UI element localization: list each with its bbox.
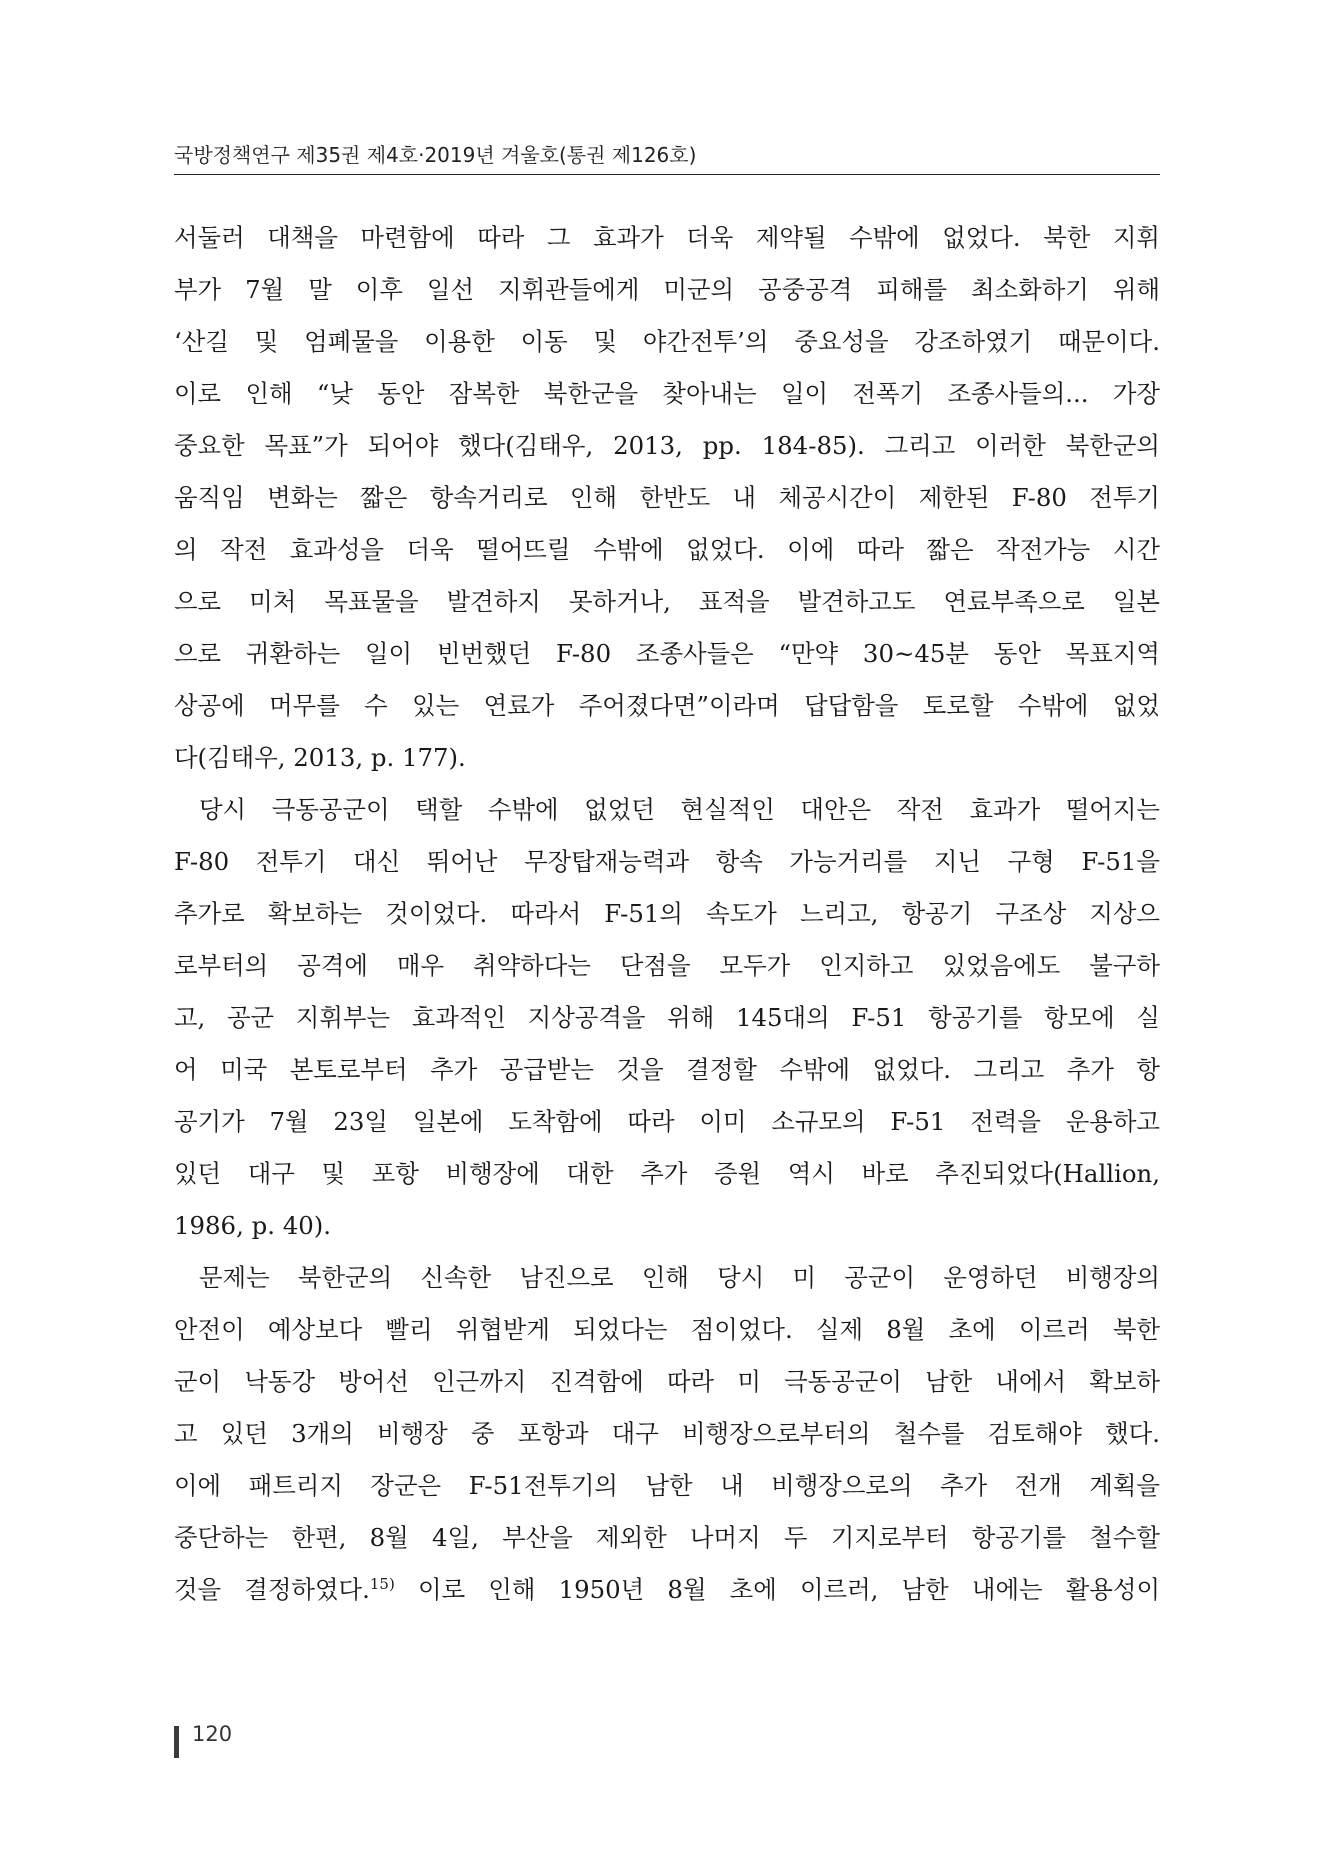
running-title: 국방정책연구 제35권 제4호·2019년 겨울호(통권 제126호) — [174, 143, 697, 167]
text-line: 추가로 확보하는 것이었다. 따라서 F-51의 속도가 느리고, 항공기 구조상 지상으 — [174, 899, 1160, 928]
running-header — [174, 134, 1160, 175]
text-line: 중단하는 한편, 8월 4일, 부산을 제외한 나머지 두 기지로부터 항공기를 철수할 — [174, 1523, 1160, 1552]
text-line: ‘산길 및 엄폐물을 이용한 이동 및 야간전투’의 중요성을 강조하였기 때문이다. — [174, 327, 1160, 356]
text-line: 서둘러 대책을 마련함에 따라 그 효과가 더욱 제약될 수밖에 없었다. 북한 지휘 — [174, 223, 1160, 252]
text-line: F-80 전투기 대신 뛰어난 무장탑재능력과 항속 가능거리를 지닌 구형 F-51을 — [174, 847, 1160, 876]
footnote-reference[interactable]: 15) — [369, 1574, 395, 1593]
text-line: 움직임 변화는 짧은 항속거리로 인해 한반도 내 체공시간이 제한된 F-80 전투기 — [174, 483, 1160, 512]
text-line: 으로 귀환하는 일이 빈번했던 F-80 조종사들은 “만약 30~45분 동안 목표지역 — [174, 639, 1160, 668]
text-line: 다(김태우, 2013, p. 177). — [174, 743, 466, 772]
text-line: 상공에 머무를 수 있는 연료가 주어졌다면”이라며 답답함을 토로할 수밖에 없었 — [174, 691, 1160, 720]
text-line: 당시 극동공군이 택할 수밖에 없었던 현실적인 대안은 작전 효과가 떨어지는 — [199, 795, 1160, 824]
text-line: 문제는 북한군의 신속한 남진으로 인해 당시 미 공군이 운영하던 비행장의 — [199, 1263, 1160, 1292]
text-line: 으로 미처 목표물을 발견하지 못하거나, 표적을 발견하고도 연료부족으로 일본 — [174, 587, 1160, 616]
text-line: 1986, p. 40). — [174, 1211, 332, 1240]
text-line: 부가 7월 말 이후 일선 지휘관들에게 미군의 공중공격 피해를 최소화하기 위해 — [174, 275, 1160, 304]
text-line: 이로 인해 “낮 동안 잠복한 북한군을 찾아내는 일이 전폭기 조종사들의... 가장 — [174, 379, 1160, 408]
text-line: 이에 패트리지 장군은 F-51전투기의 남한 내 비행장으로의 추가 전개 계획을 — [174, 1471, 1160, 1500]
text-line: 로부터의 공격에 매우 취약하다는 단점을 모두가 인지하고 있었음에도 불구하 — [174, 951, 1160, 980]
text-line: 고, 공군 지휘부는 효과적인 지상공격을 위해 145대의 F-51 항공기를 항모에 실 — [174, 1003, 1160, 1032]
text-line: 있던 대구 및 포항 비행장에 대한 추가 증원 역시 바로 추진되었다(Hallion, — [174, 1159, 1160, 1188]
text-segment: 이로 인해 1950년 8월 초에 이르러, 남한 내에는 활용성이 — [394, 1575, 1161, 1604]
body-text — [174, 212, 1160, 1616]
text-line: 고 있던 3개의 비행장 중 포항과 대구 비행장으로부터의 철수를 검토해야 했다. — [174, 1419, 1160, 1448]
text-segment: 것을 결정하였다. — [174, 1575, 370, 1604]
text-line-with-footnote — [174, 1564, 1160, 1616]
text-line: 의 작전 효과성을 더욱 떨어뜨릴 수밖에 없었다. 이에 따라 짧은 작전가능 시간 — [174, 535, 1160, 564]
text-line: 어 미국 본토로부터 추가 공급받는 것을 결정할 수밖에 없었다. 그리고 추가 항 — [174, 1055, 1160, 1084]
page-number-marker — [174, 1726, 179, 1758]
text-line: 군이 낙동강 방어선 인근까지 진격함에 따라 미 극동공군이 남한 내에서 확보하 — [174, 1367, 1160, 1396]
page-number: 120 — [192, 1722, 233, 1746]
text-line: 안전이 예상보다 빨리 위협받게 되었다는 점이었다. 실제 8월 초에 이르러 북한 — [174, 1315, 1160, 1344]
text-line: 공기가 7월 23일 일본에 도착함에 따라 이미 소규모의 F-51 전력을 운용하고 — [174, 1107, 1160, 1136]
text-line: 중요한 목표”가 되어야 했다(김태우, 2013, pp. 184-85). 그리고 이러한 북한군의 — [174, 431, 1160, 460]
